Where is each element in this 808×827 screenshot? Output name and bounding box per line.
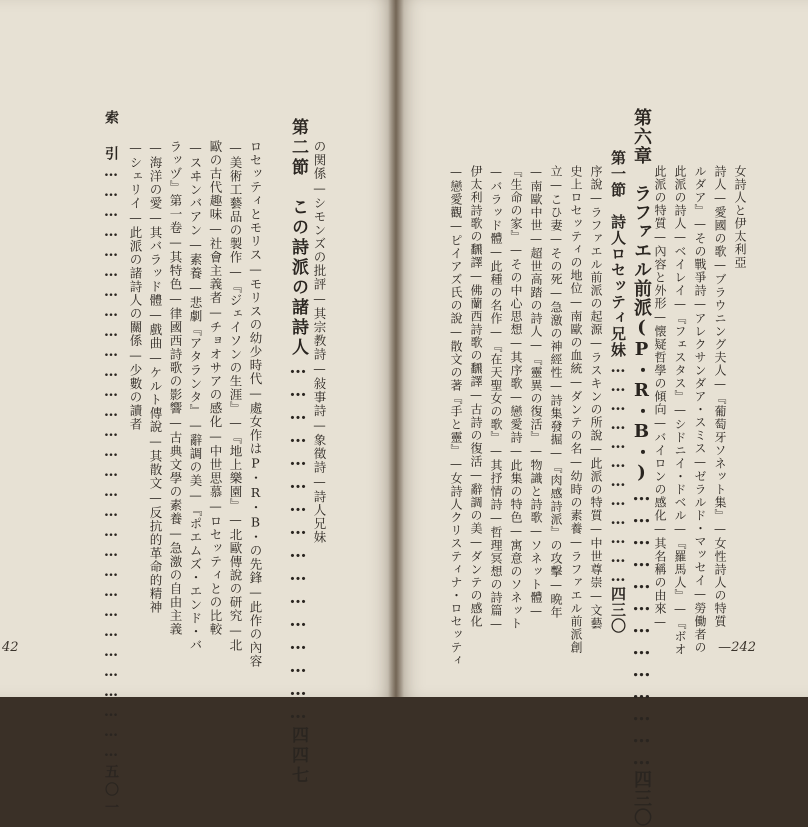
toc-line: —バラッド體—此種の名作—『在天聖女の歌』—其抒情詩—哲理冥想の詩篇— [489,165,503,632]
toc-line: 女詩人と伊太利亞 [733,165,747,269]
toc-line: 此派の詩人—ベイレイ—『フェスタス』—シドニイ・ドベル—『羅馬人』—『ボオ [673,165,687,656]
section-heading-1: 第一節 詩人ロセッティ兄妹………………………………四三〇 [609,150,627,634]
toc-line: の関係—シモンズの批評—其宗教詩—敍事詩—象徵詩—詩人兄妹 [312,140,327,544]
toc-line: 序說—ラファエル前派の起源—ラスキンの所說—此派の特質—中世尊崇—文藝 [589,165,603,630]
toc-line: —戀愛觀—ピイアズ氏の說—散文の著『手と靈』—女詩人クリスティナ・ロセッティ [449,165,463,667]
right-folio: —242 [718,640,756,655]
toc-line: 詩人—愛國の歌—ブラウニング夫人—『葡萄牙ソネット集』—女性詩人の特質 [713,165,727,628]
toc-line: —スヰンバアン—素養—悲劇『アタランタ』—辭調の美—『ポエムズ・エンド・バ [188,140,203,652]
section-heading-2: 第二節 この詩派の諸詩人…………………………………………四四七 [288,118,308,786]
toc-line: 史上ロセッティの地位—南歐の血統—ダンテの名—幼時の素養—ラファエル前派創 [569,165,583,654]
toc-line: 此派の特質—內容と外形—懐疑哲學の傾向—バイロンの感化—其名稱の由來— [653,165,667,630]
book-gutter [388,0,404,697]
toc-line: ラッヅ』第一卷—其特色—律國西詩歌の影響—古典文學の素養—急激の自由主義 [168,140,183,636]
toc-line: ロセッティとモリス—モリスの幼少時代—處女作はP・R・B・の先鋒—此作の內容 [248,140,263,668]
toc-line: —海洋の愛—其バラッド體—戲曲—ケルト傳說—其散文—反抗的革命的精神 [148,140,163,614]
right-page [396,0,808,827]
toc-line: —南歐中世—超世高踏の詩人—『靈異の復活』—物識と詩歌—ソネット體— [529,165,543,619]
toc-line: 伊太利詩歌の飜譯—佛蘭西詩歌の飜譯—古詩の復活—辭調の美—ダンテの感化 [469,165,483,628]
index-heading: 索 引………………………………………………………………………………五〇一 [103,110,119,818]
chapter-heading: 第六章 ラファエル前派(P・R・B・)…………………………………四三〇 [631,108,652,827]
toc-line: 立—こひ妻—その死—急激の神經性—詩集發掘—『肉感詩派』の攻擊—晩年 [549,165,563,619]
toc-line: 『生命の家』—その中心思想—其序歌—戀愛詩—此集の特色—寓意のソネット [509,165,523,630]
toc-line: —シェリイ—此派の諸詩人の關係—少數の讀者 [128,140,143,431]
toc-line: —美術工藝品の製作—『ジェイソンの生涯』—『地上樂園』—北歐傳說の研究—北 [228,140,243,652]
toc-line: 歐の古代趣味—社會主義者—チョオサアの感化—中世思慕—ロセッティとの比較 [208,140,223,636]
toc-line: ルダア』—その戰爭詩—アレクサンダア・スミス—ゼラルド・マッセイ—勞働者の [693,165,707,654]
left-folio: 42 [2,640,19,655]
left-page [0,0,396,818]
